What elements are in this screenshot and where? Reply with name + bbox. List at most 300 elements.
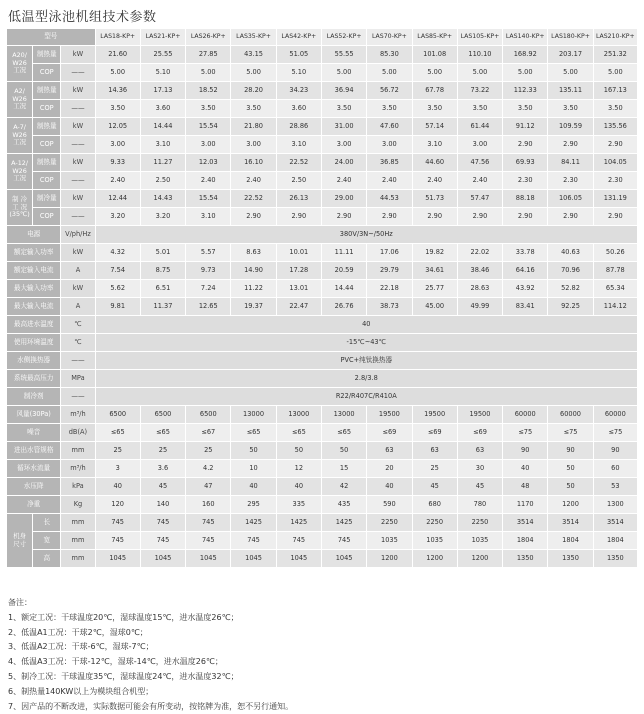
value-cell: 14.44	[140, 118, 185, 136]
value-cell: 44.53	[367, 190, 412, 208]
value-cell: 10	[231, 460, 276, 478]
table-row	[7, 532, 638, 550]
value-cell: 10.01	[276, 244, 321, 262]
value-cell: 1045	[95, 550, 140, 568]
value-cell: 2250	[367, 514, 412, 532]
model-header: LAS21-KP+	[140, 29, 185, 46]
unit-cell: ——	[61, 100, 95, 118]
value-cell: 17.13	[140, 82, 185, 100]
table-row	[7, 406, 638, 424]
row-label: 系统最高压力	[7, 370, 61, 388]
model-header: LAS42-KP+	[276, 29, 321, 46]
condition-label-line: A20/	[12, 51, 27, 60]
value-cell: 11.37	[140, 298, 185, 316]
model-header: LAS180-KP+	[548, 29, 593, 46]
value-cell: 7.54	[95, 262, 140, 280]
value-cell: 12	[276, 460, 321, 478]
value-cell: 2.90	[503, 208, 548, 226]
value-cell: 63	[412, 442, 457, 460]
value-cell: 5.00	[231, 64, 276, 82]
value-cell: 2.90	[321, 208, 366, 226]
unit-cell: kW	[61, 82, 95, 100]
value-cell: 3.6	[140, 460, 185, 478]
value-cell: 160	[186, 496, 231, 514]
value-cell: 26.76	[321, 298, 366, 316]
value-cell: 3.20	[95, 208, 140, 226]
unit-cell: A	[61, 298, 95, 316]
value-cell: 2.90	[593, 136, 637, 154]
note-item: 5、制冷工况：干球温度35℃，湿球温度24℃，进水温度32℃；	[8, 671, 239, 681]
value-cell: 167.13	[593, 82, 637, 100]
unit-cell: A	[61, 262, 95, 280]
value-cell: 22.18	[367, 280, 412, 298]
value-cell: 3.10	[186, 208, 231, 226]
value-cell: 40	[231, 478, 276, 496]
value-cell: ≤65	[95, 424, 140, 442]
value-cell: 3.20	[140, 208, 185, 226]
param-label: 宽	[33, 532, 61, 550]
spec-table	[6, 28, 638, 568]
value-cell: 57.14	[412, 118, 457, 136]
value-cell: 745	[95, 514, 140, 532]
value-cell: 5.00	[503, 64, 548, 82]
param-label: COP	[33, 64, 61, 82]
value-cell: 114.12	[593, 298, 637, 316]
value-cell: 2.90	[457, 208, 502, 226]
value-cell: 3.00	[95, 136, 140, 154]
value-cell: 31.00	[321, 118, 366, 136]
value-cell: 22.52	[231, 190, 276, 208]
value-cell: 12.05	[95, 118, 140, 136]
table-row	[7, 316, 638, 334]
value-cell: 40	[276, 478, 321, 496]
table-row	[7, 442, 638, 460]
value-cell: ≤67	[186, 424, 231, 442]
value-cell: 25	[412, 460, 457, 478]
value-cell: 2.40	[95, 172, 140, 190]
value-cell: 90	[593, 442, 637, 460]
unit-cell: mm	[61, 550, 95, 568]
value-cell: 43.92	[503, 280, 548, 298]
value-cell: 3.00	[367, 136, 412, 154]
value-cell: 28.63	[457, 280, 502, 298]
value-cell: 50	[548, 460, 593, 478]
value-cell: 13000	[231, 406, 276, 424]
value-cell: 3.00	[231, 136, 276, 154]
value-cell: 9.81	[95, 298, 140, 316]
row-label: 水侧换热器	[7, 352, 61, 370]
value-cell: 112.33	[503, 82, 548, 100]
row-label: 额定输入电流	[7, 262, 61, 280]
value-cell: 65.34	[593, 280, 637, 298]
value-cell: 6500	[140, 406, 185, 424]
value-cell: 5.57	[186, 244, 231, 262]
value-cell: 2.90	[548, 208, 593, 226]
unit-cell: kW	[61, 280, 95, 298]
span-value: 2.8/3.8	[95, 370, 637, 388]
value-cell: 47.60	[367, 118, 412, 136]
table-row	[7, 154, 638, 172]
unit-cell: ——	[61, 136, 95, 154]
value-cell: 25	[95, 442, 140, 460]
value-cell: 1425	[321, 514, 366, 532]
model-header: LAS105-KP+	[457, 29, 502, 46]
row-label: 最大输入功率	[7, 280, 61, 298]
value-cell: 5.00	[186, 64, 231, 82]
value-cell: 73.22	[457, 82, 502, 100]
value-cell: 745	[276, 532, 321, 550]
value-cell: 3	[95, 460, 140, 478]
model-header: LAS140-KP+	[503, 29, 548, 46]
value-cell: 29.79	[367, 262, 412, 280]
value-cell: 5.62	[95, 280, 140, 298]
value-cell: 2.50	[140, 172, 185, 190]
value-cell: 6500	[186, 406, 231, 424]
value-cell: 15.54	[186, 190, 231, 208]
condition-label-line: 工况	[13, 138, 26, 147]
param-label: COP	[33, 100, 61, 118]
value-cell: 140	[140, 496, 185, 514]
value-cell: 1045	[276, 550, 321, 568]
value-cell: 5.00	[457, 64, 502, 82]
table-row	[7, 64, 638, 82]
value-cell: 87.78	[593, 262, 637, 280]
table-row	[7, 352, 638, 370]
span-value: R22/R407C/R410A	[95, 388, 637, 406]
value-cell: 14.36	[95, 82, 140, 100]
model-header: LAS210-KP+	[593, 29, 637, 46]
param-label: 高	[33, 550, 61, 568]
value-cell: 7.24	[186, 280, 231, 298]
value-cell: 2250	[457, 514, 502, 532]
value-cell: 1200	[412, 550, 457, 568]
value-cell: 135.11	[548, 82, 593, 100]
value-cell: 2.50	[276, 172, 321, 190]
row-label: 最大输入电流	[7, 298, 61, 316]
value-cell: 3.10	[276, 136, 321, 154]
param-label: COP	[33, 208, 61, 226]
value-cell: 90	[548, 442, 593, 460]
row-label: 制冷剂	[7, 388, 61, 406]
value-cell: ≤75	[503, 424, 548, 442]
value-cell: 1350	[593, 550, 637, 568]
param-label: 制热量	[33, 82, 61, 100]
value-cell: 20	[367, 460, 412, 478]
value-cell: 745	[186, 532, 231, 550]
param-label: 长	[33, 514, 61, 532]
condition-label-line: A2/	[14, 87, 25, 96]
param-label: COP	[33, 172, 61, 190]
value-cell: 745	[231, 532, 276, 550]
value-cell: 104.05	[593, 154, 637, 172]
value-cell: 2.40	[412, 172, 457, 190]
value-cell: ≤69	[412, 424, 457, 442]
value-cell: 88.18	[503, 190, 548, 208]
value-cell: 3.00	[321, 136, 366, 154]
value-cell: 1035	[457, 532, 502, 550]
table-row	[7, 424, 638, 442]
value-cell: 2.40	[321, 172, 366, 190]
note-item: 4、低温A3工况：干球-12℃，湿球-14℃，进水温度26℃；	[8, 657, 223, 667]
condition-label-line: (35℃)	[9, 210, 30, 219]
value-cell: ≤69	[367, 424, 412, 442]
value-cell: 34.23	[276, 82, 321, 100]
value-cell: 5.10	[276, 64, 321, 82]
value-cell: 50	[276, 442, 321, 460]
table-row	[7, 478, 638, 496]
value-cell: 435	[321, 496, 366, 514]
row-label: 循环水流量	[7, 460, 61, 478]
note-item: 7、因产品的不断改进，实际数据可能会有所变动，按铭牌为准，恕不另行通知。	[8, 701, 294, 711]
value-cell: 5.00	[95, 64, 140, 82]
table-row	[7, 460, 638, 478]
value-cell: 3514	[593, 514, 637, 532]
value-cell: 42	[321, 478, 366, 496]
model-header: LAS70-KP+	[367, 29, 412, 46]
note-item: 6、制热量140KW以上为模块组合机型；	[8, 686, 154, 696]
value-cell: 8.63	[231, 244, 276, 262]
condition-label-line: W26	[12, 94, 27, 103]
value-cell: 43.15	[231, 46, 276, 64]
table-row	[7, 226, 638, 244]
value-cell: 36.85	[367, 154, 412, 172]
value-cell: 67.78	[412, 82, 457, 100]
page-title: 低温型泳池机组技术参数	[8, 10, 157, 25]
unit-cell: ——	[61, 388, 95, 406]
value-cell: 38.73	[367, 298, 412, 316]
value-cell: 5.00	[367, 64, 412, 82]
value-cell: 11.27	[140, 154, 185, 172]
value-cell: 64.16	[503, 262, 548, 280]
condition-label-line: W26	[12, 130, 27, 139]
value-cell: 33.78	[503, 244, 548, 262]
param-label: 制热量	[33, 46, 61, 64]
dimensions-label	[7, 514, 33, 568]
value-cell: 3.50	[231, 100, 276, 118]
value-cell: ≤65	[140, 424, 185, 442]
value-cell: 1035	[367, 532, 412, 550]
row-label: 水压降	[7, 478, 61, 496]
condition-label	[7, 46, 33, 82]
value-cell: 60000	[593, 406, 637, 424]
value-cell: 47	[186, 478, 231, 496]
value-cell: 60000	[503, 406, 548, 424]
condition-label	[7, 154, 33, 190]
row-label: 净重	[7, 496, 61, 514]
condition-label-line: W26	[12, 58, 27, 67]
row-label: 最高进水温度	[7, 316, 61, 334]
value-cell: ≤65	[321, 424, 366, 442]
value-cell: 745	[95, 532, 140, 550]
value-cell: 251.32	[593, 46, 637, 64]
condition-label-line: 工 况	[12, 202, 27, 211]
value-cell: 83.41	[503, 298, 548, 316]
value-cell: 2.90	[367, 208, 412, 226]
condition-label-line: W26	[12, 166, 27, 175]
value-cell: 1045	[231, 550, 276, 568]
value-cell: 335	[276, 496, 321, 514]
value-cell: 3.50	[186, 100, 231, 118]
row-label: 风量(30Pa)	[7, 406, 61, 424]
value-cell: ≤65	[231, 424, 276, 442]
value-cell: 40	[503, 460, 548, 478]
value-cell: 12.03	[186, 154, 231, 172]
param-label: COP	[33, 136, 61, 154]
value-cell: 2.40	[457, 172, 502, 190]
value-cell: 780	[457, 496, 502, 514]
value-cell: 47.56	[457, 154, 502, 172]
value-cell: 51.73	[412, 190, 457, 208]
unit-cell: MPa	[61, 370, 95, 388]
value-cell: 19.37	[231, 298, 276, 316]
dimensions-label-line: 尺寸	[13, 539, 26, 548]
value-cell: 745	[140, 532, 185, 550]
value-cell: 13.01	[276, 280, 321, 298]
condition-label-line: A-12/	[11, 159, 28, 168]
value-cell: 5.00	[593, 64, 637, 82]
value-cell: 28.86	[276, 118, 321, 136]
value-cell: 50	[231, 442, 276, 460]
notes-heading: 备注：	[8, 598, 32, 607]
unit-cell: kPa	[61, 478, 95, 496]
value-cell: 3.10	[140, 136, 185, 154]
value-cell: 5.10	[140, 64, 185, 82]
value-cell: 1200	[548, 496, 593, 514]
table-row	[7, 82, 638, 100]
condition-label	[7, 82, 33, 118]
value-cell: ≤75	[548, 424, 593, 442]
value-cell: 1035	[412, 532, 457, 550]
value-cell: 8.75	[140, 262, 185, 280]
value-cell: 1200	[367, 550, 412, 568]
value-cell: 9.33	[95, 154, 140, 172]
value-cell: 1350	[503, 550, 548, 568]
value-cell: 30	[457, 460, 502, 478]
value-cell: 5.00	[412, 64, 457, 82]
unit-cell: ——	[61, 208, 95, 226]
value-cell: 21.60	[95, 46, 140, 64]
value-cell: 57.47	[457, 190, 502, 208]
value-cell: 28.20	[231, 82, 276, 100]
value-cell: 2.90	[593, 208, 637, 226]
row-label: 额定输入功率	[7, 244, 61, 262]
value-cell: 3514	[503, 514, 548, 532]
value-cell: 24.00	[321, 154, 366, 172]
value-cell: 590	[367, 496, 412, 514]
value-cell: 120	[95, 496, 140, 514]
value-cell: 40	[95, 478, 140, 496]
value-cell: 1200	[457, 550, 502, 568]
header-model-label: 型号	[7, 29, 96, 46]
value-cell: 1045	[140, 550, 185, 568]
value-cell: 2250	[412, 514, 457, 532]
value-cell: 45	[140, 478, 185, 496]
value-cell: 25.77	[412, 280, 457, 298]
value-cell: 19500	[457, 406, 502, 424]
value-cell: 90	[503, 442, 548, 460]
value-cell: 3.50	[503, 100, 548, 118]
table-row	[7, 244, 638, 262]
value-cell: 14.44	[321, 280, 366, 298]
value-cell: 53	[593, 478, 637, 496]
value-cell: 5.00	[548, 64, 593, 82]
unit-cell: m³/h	[61, 460, 95, 478]
value-cell: 18.52	[186, 82, 231, 100]
value-cell: 63	[367, 442, 412, 460]
value-cell: 131.19	[593, 190, 637, 208]
value-cell: 203.17	[548, 46, 593, 64]
value-cell: 49.99	[457, 298, 502, 316]
value-cell: 21.80	[231, 118, 276, 136]
table-row	[7, 136, 638, 154]
value-cell: 3.10	[412, 136, 457, 154]
row-label: 电源	[7, 226, 61, 244]
dimensions-label-line: 机身	[13, 532, 26, 541]
value-cell: 63	[457, 442, 502, 460]
table-row	[7, 46, 638, 64]
table-row	[7, 514, 638, 532]
value-cell: 3.00	[457, 136, 502, 154]
table-row	[7, 370, 638, 388]
value-cell: 2.90	[276, 208, 321, 226]
unit-cell: ℃	[61, 316, 95, 334]
value-cell: 5.01	[140, 244, 185, 262]
unit-cell: kW	[61, 244, 95, 262]
value-cell: 44.60	[412, 154, 457, 172]
value-cell: 2.40	[231, 172, 276, 190]
note-item: 1、额定工况：干球温度20℃，湿球温度15℃，进水温度26℃；	[8, 612, 239, 622]
table-row	[7, 100, 638, 118]
value-cell: 13000	[321, 406, 366, 424]
value-cell: 60	[593, 460, 637, 478]
value-cell: 70.96	[548, 262, 593, 280]
param-label: 制冷量	[33, 190, 61, 208]
span-value: 40	[95, 316, 637, 334]
value-cell: 25	[186, 442, 231, 460]
unit-cell: mm	[61, 442, 95, 460]
value-cell: 2.30	[593, 172, 637, 190]
model-header: LAS18-KP+	[95, 29, 140, 46]
value-cell: 56.72	[367, 82, 412, 100]
value-cell: 295	[231, 496, 276, 514]
value-cell: 1425	[231, 514, 276, 532]
value-cell: 51.05	[276, 46, 321, 64]
value-cell: 61.44	[457, 118, 502, 136]
value-cell: 45	[457, 478, 502, 496]
value-cell: 106.05	[548, 190, 593, 208]
value-cell: 22.52	[276, 154, 321, 172]
value-cell: 38.46	[457, 262, 502, 280]
value-cell: 11.11	[321, 244, 366, 262]
value-cell: 50.26	[593, 244, 637, 262]
table-row	[7, 298, 638, 316]
value-cell: 52.82	[548, 280, 593, 298]
value-cell: 3.50	[548, 100, 593, 118]
condition-label-line: 工况	[13, 66, 26, 75]
value-cell: 1804	[593, 532, 637, 550]
unit-cell: kW	[61, 154, 95, 172]
row-label: 使用环境温度	[7, 334, 61, 352]
value-cell: 3.50	[95, 100, 140, 118]
unit-cell: ℃	[61, 334, 95, 352]
value-cell: 85.30	[367, 46, 412, 64]
value-cell: 1804	[548, 532, 593, 550]
value-cell: 1300	[593, 496, 637, 514]
value-cell: 15.54	[186, 118, 231, 136]
table-row	[7, 118, 638, 136]
table-row	[7, 172, 638, 190]
value-cell: 1170	[503, 496, 548, 514]
